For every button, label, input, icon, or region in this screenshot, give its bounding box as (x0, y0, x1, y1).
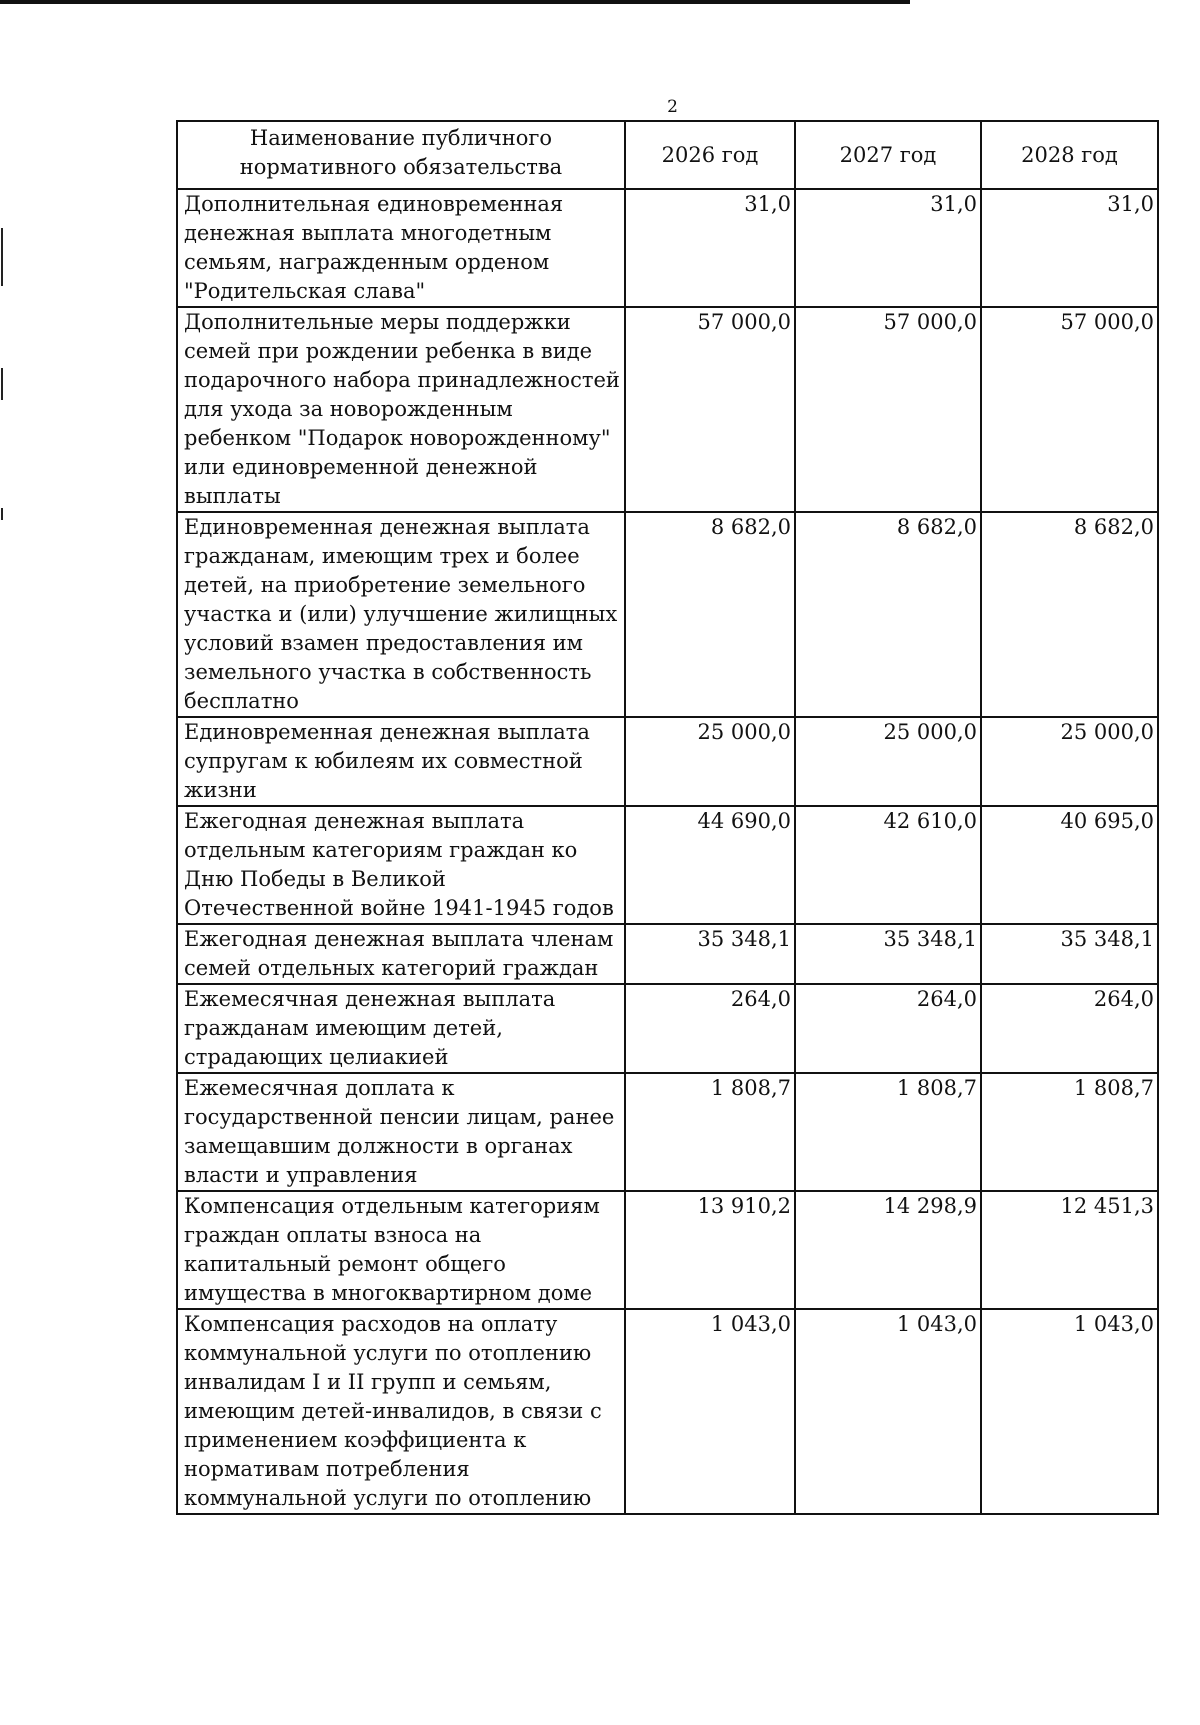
value-2028: 264,0 (981, 984, 1158, 1073)
value-2027: 31,0 (795, 189, 981, 307)
obligation-name: Ежемесячная доплата к государственной пенсии лицам, ранее замещавшим должности в органах власти и управления (177, 1073, 625, 1191)
table-row (177, 717, 1158, 806)
value-2027: 264,0 (795, 984, 981, 1073)
table-header-row (177, 121, 1158, 189)
value-2028: 25 000,0 (981, 717, 1158, 806)
scan-edge-mark (1, 508, 3, 520)
value-2028: 1 043,0 (981, 1309, 1158, 1514)
obligation-name: Единовременная денежная выплата супругам к юбилеям их совместной жизни (177, 717, 625, 806)
value-2026: 13 910,2 (625, 1191, 795, 1309)
value-2028: 35 348,1 (981, 924, 1158, 984)
year-2026-header: 2026 год (625, 121, 795, 189)
obligation-name-header: Наименование публичного нормативного обязательства (177, 121, 625, 189)
value-2028: 12 451,3 (981, 1191, 1158, 1309)
table-row (177, 512, 1158, 717)
obligation-name: Дополнительные меры поддержки семей при рождении ребенка в виде подарочного набора принадлежностей для ухода за новорожденным ребенком "Подарок новорожденному" или единовременной денежной выплаты (177, 307, 625, 512)
table-row (177, 1073, 1158, 1191)
value-2026: 1 043,0 (625, 1309, 795, 1514)
table-row (177, 1191, 1158, 1309)
value-2026: 31,0 (625, 189, 795, 307)
scan-top-border (0, 0, 910, 4)
value-2026: 44 690,0 (625, 806, 795, 924)
value-2027: 8 682,0 (795, 512, 981, 717)
page-number: 2 (667, 97, 678, 117)
value-2026: 8 682,0 (625, 512, 795, 717)
obligation-name: Дополнительная единовременная денежная выплата многодетным семьям, награжденным орденом "Родительская слава" (177, 189, 625, 307)
value-2026: 35 348,1 (625, 924, 795, 984)
value-2026: 1 808,7 (625, 1073, 795, 1191)
value-2026: 264,0 (625, 984, 795, 1073)
value-2028: 31,0 (981, 189, 1158, 307)
value-2026: 25 000,0 (625, 717, 795, 806)
value-2027: 1 043,0 (795, 1309, 981, 1514)
obligation-name: Компенсация отдельным категориям граждан оплаты взноса на капитальный ремонт общего имущества в многоквартирном доме (177, 1191, 625, 1309)
value-2027: 35 348,1 (795, 924, 981, 984)
obligation-name: Ежемесячная денежная выплата гражданам имеющим детей, страдающих целиакией (177, 984, 625, 1073)
value-2028: 8 682,0 (981, 512, 1158, 717)
obligation-name: Ежегодная денежная выплата членам семей отдельных категорий граждан (177, 924, 625, 984)
obligation-name: Единовременная денежная выплата гражданам, имеющим трех и более детей, на приобретение земельного участка и (или) улучшение жилищных условий взамен предоставления им земельного участка в собственность бесплатно (177, 512, 625, 717)
table-row (177, 189, 1158, 307)
table-row (177, 924, 1158, 984)
value-2027: 42 610,0 (795, 806, 981, 924)
value-2026: 57 000,0 (625, 307, 795, 512)
table-row (177, 1309, 1158, 1514)
table-row (177, 307, 1158, 512)
table-row (177, 806, 1158, 924)
obligations-table (176, 120, 1159, 1515)
value-2028: 40 695,0 (981, 806, 1158, 924)
obligation-name: Ежегодная денежная выплата отдельным категориям граждан ко Дню Победы в Великой Отечественной войне 1941-1945 годов (177, 806, 625, 924)
value-2028: 57 000,0 (981, 307, 1158, 512)
value-2027: 1 808,7 (795, 1073, 981, 1191)
scan-edge-mark (1, 368, 3, 400)
value-2027: 25 000,0 (795, 717, 981, 806)
table-row (177, 984, 1158, 1073)
year-2027-header: 2027 год (795, 121, 981, 189)
value-2027: 14 298,9 (795, 1191, 981, 1309)
obligation-name: Компенсация расходов на оплату коммунальной услуги по отоплению инвалидам I и II групп и семьям, имеющим детей-инвалидов, в связи с применением коэффициента к нормативам потребления коммунальной услуги по отоплению (177, 1309, 625, 1514)
year-2028-header: 2028 год (981, 121, 1158, 189)
scan-edge-mark (1, 228, 3, 286)
value-2028: 1 808,7 (981, 1073, 1158, 1191)
value-2027: 57 000,0 (795, 307, 981, 512)
